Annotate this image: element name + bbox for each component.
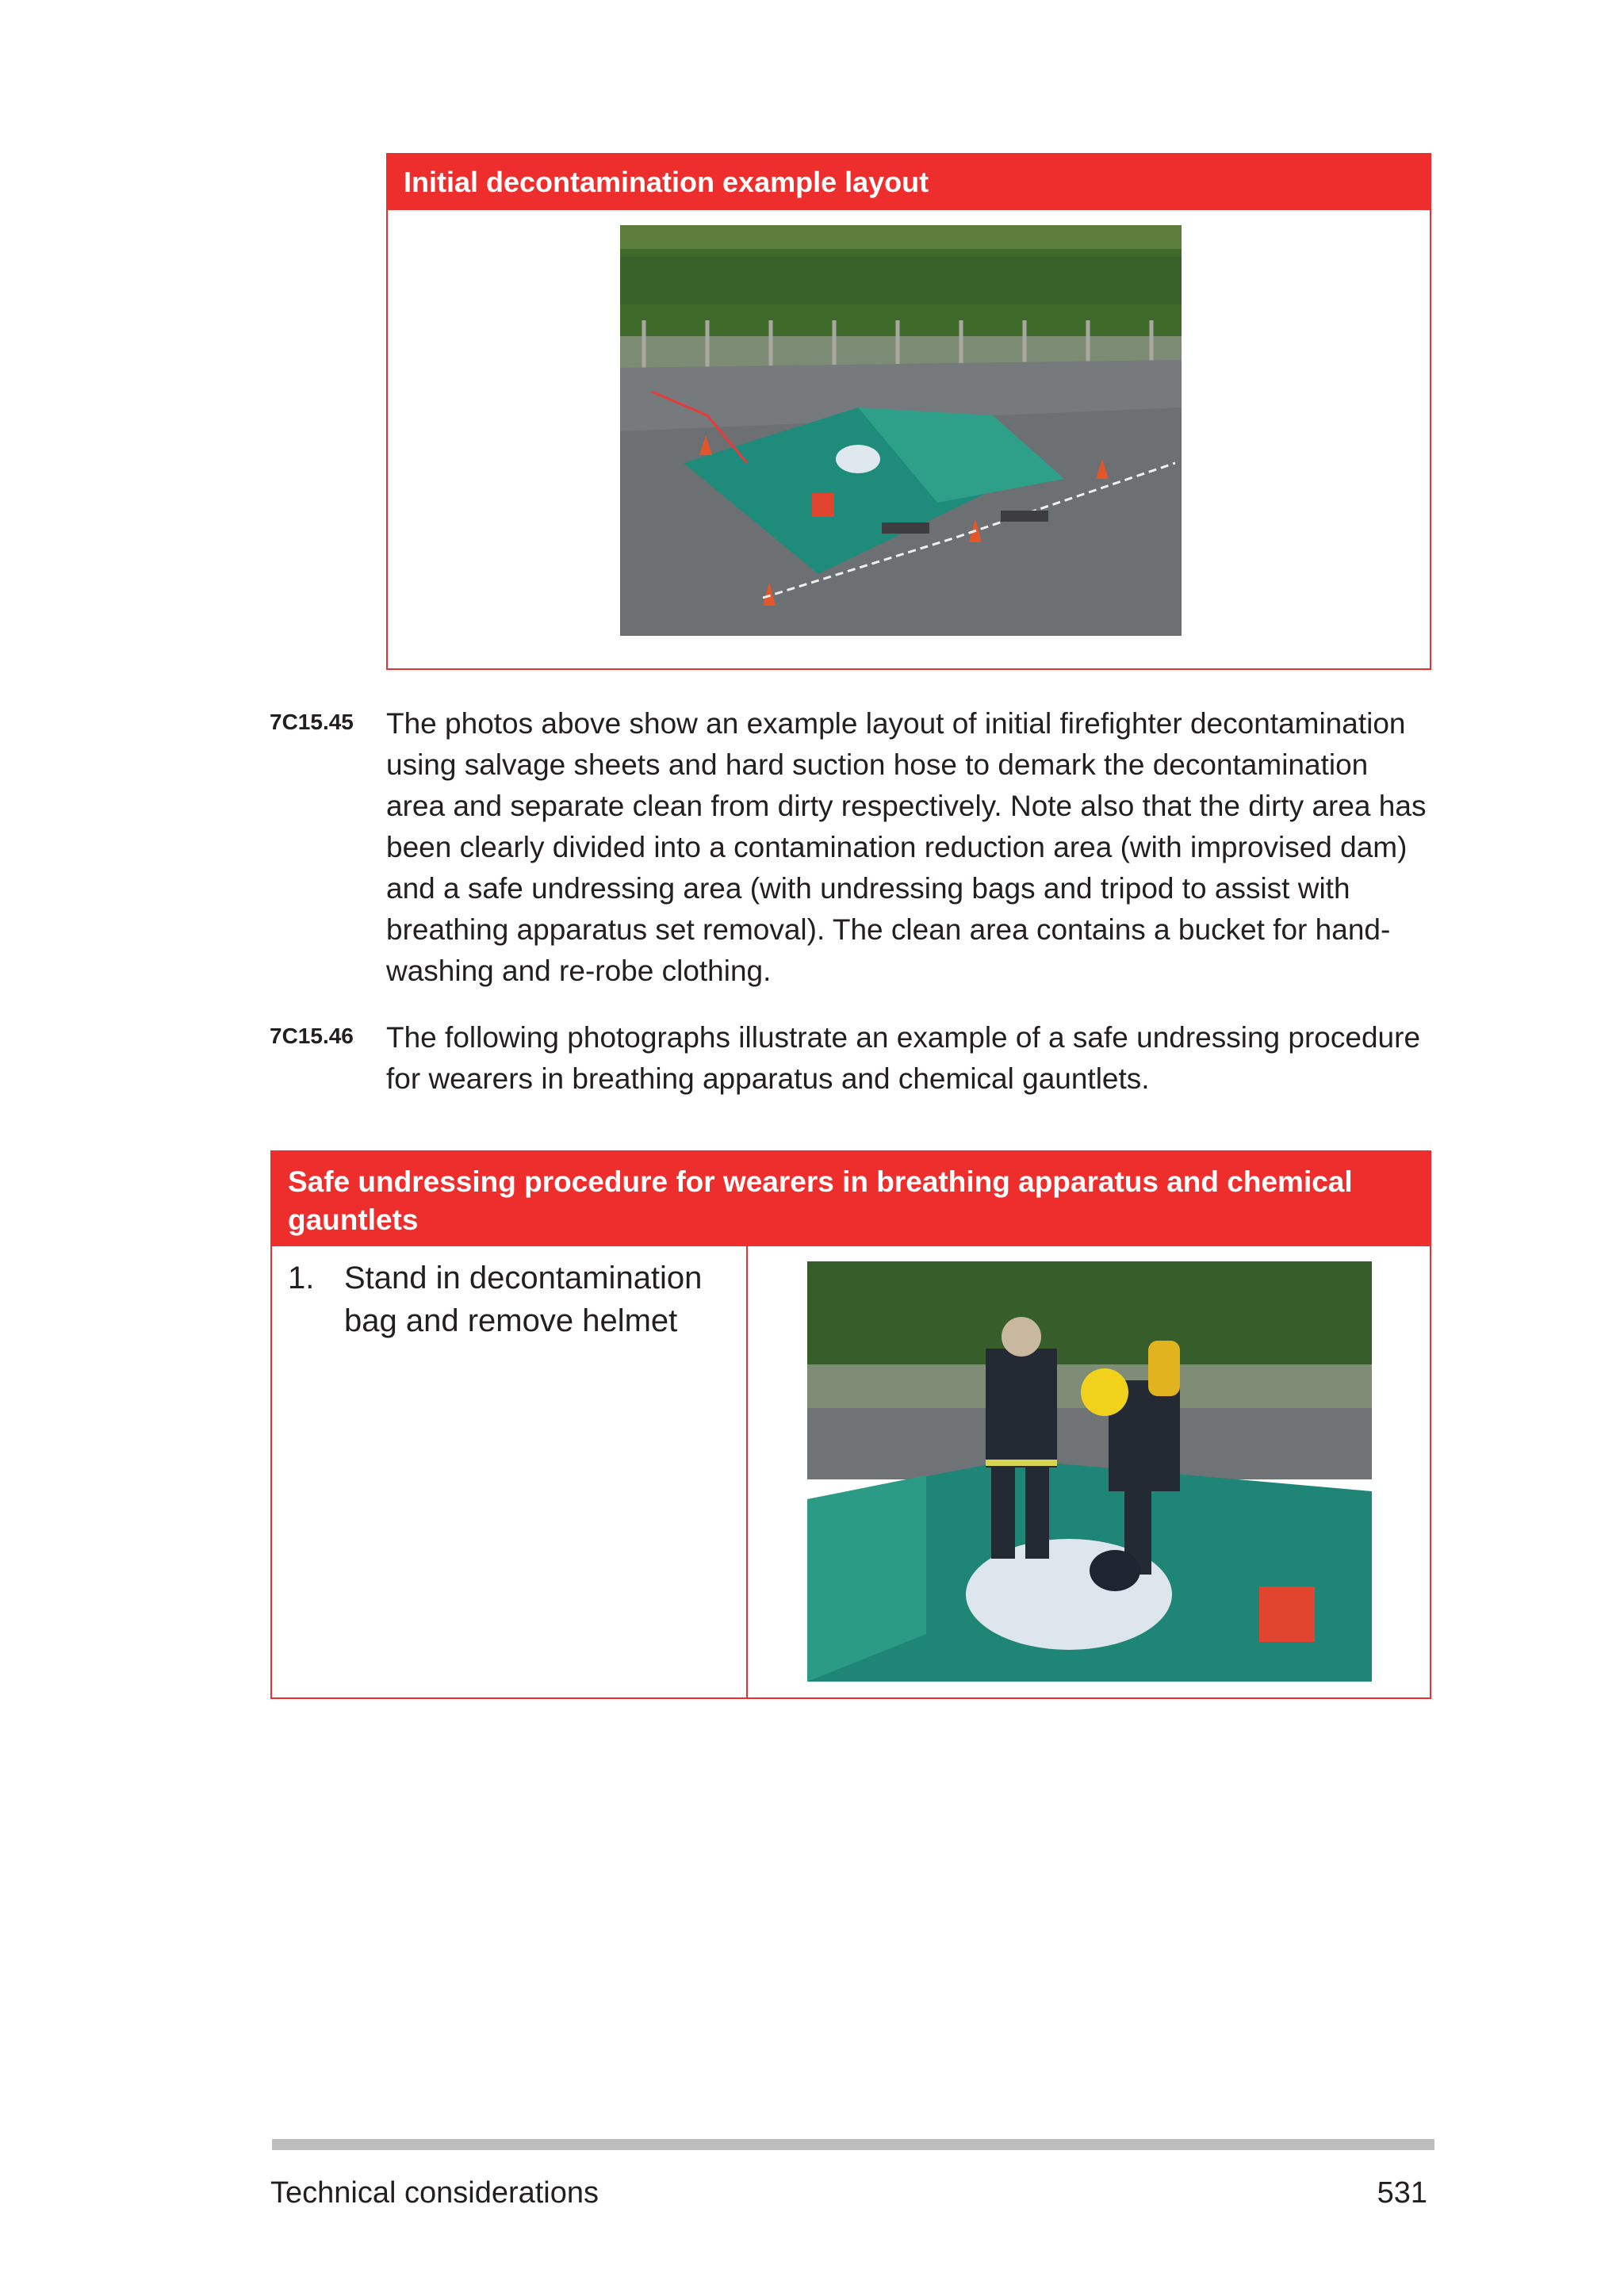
column-divider xyxy=(746,1246,748,1697)
table-title: Safe undressing procedure for wearers in breathing apparatus and chemical gauntlets xyxy=(272,1152,1430,1246)
undressing-step-photo xyxy=(807,1261,1372,1682)
footer-section-title: Technical considerations xyxy=(270,2176,599,2210)
step-number: 1. xyxy=(288,1261,315,1295)
paragraph-text: The following photographs illustrate an example of a safe undressing procedure for wearers in breathing apparatus and chemical gauntlets. xyxy=(386,1021,1421,1095)
figure-title: Initial decontamination example layout xyxy=(388,155,1430,210)
decontamination-layout-photo xyxy=(620,225,1182,636)
paragraph-number: 7C15.45 xyxy=(270,710,354,734)
paragraph-number: 7C15.46 xyxy=(270,1024,354,1048)
page-number: 531 xyxy=(1377,2176,1427,2210)
step-text: Stand in decontamination bag and remove helmet xyxy=(344,1261,703,1338)
paragraph-text: The photos above show an example layout of initial firefighter decontamination using salvage sheets and hard suction hose to demark the decontamination area and separate clean from dirty respectively. Note also that the dirty area has been clearly divided into a contamination reduction area (with improvised dam) and a safe undressing area (with undressing bags and tripod to assist with breathing apparatus set removal). The clean area contains a bucket for hand-washing and re-robe clothing. xyxy=(386,707,1427,987)
footer-rule xyxy=(272,2139,1434,2150)
figure-box-decontamination-layout xyxy=(386,153,1431,670)
procedure-table xyxy=(270,1150,1431,1699)
